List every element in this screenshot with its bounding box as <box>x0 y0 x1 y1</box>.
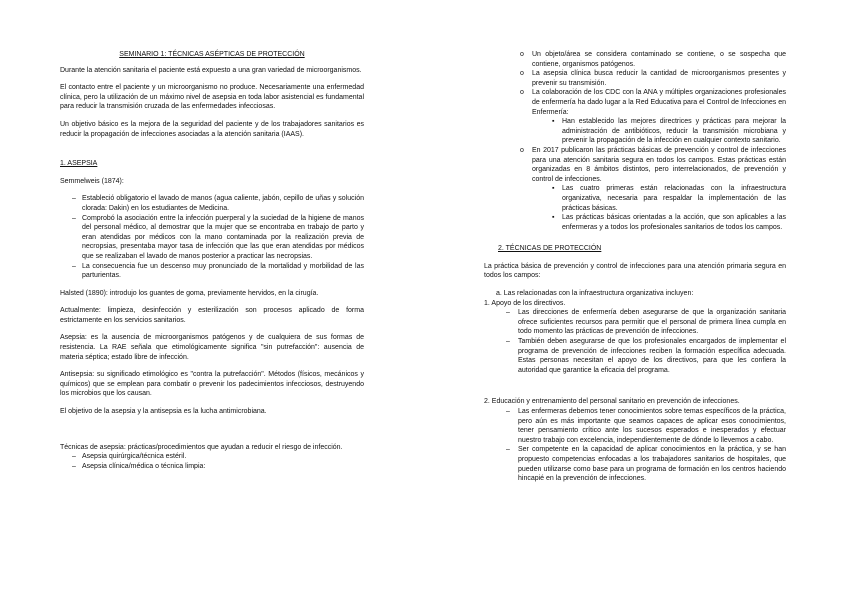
intro-paragraph-1: Durante la atención sanitaria el paciente está expuesto a una gran variedad de microorganismos. <box>60 66 362 74</box>
section2-intro: La práctica básica de prevención y control de infecciones para una atención primaria segura en todos los campos: <box>484 262 786 280</box>
list-item: o Un objeto/área se considera contaminado se contiene, o se sospecha que contiene, organismos patógenos. <box>520 51 786 68</box>
list-item: – La consecuencia fue un descenso muy pronunciado de la mortalidad y morbilidad de las parturientas. <box>72 262 364 280</box>
tecnicas-paragraph: Técnicas de asepsia: prácticas/procedimientos que ayudan a reducir el riesgo de infección. <box>60 443 343 451</box>
halsted-paragraph: Halsted (1890): introdujo los guantes de goma, previamente hervidos, en la cirugía. <box>60 289 319 297</box>
left-column <box>60 50 364 471</box>
tecnicas-list <box>60 452 364 471</box>
semmelweis-list <box>60 194 364 280</box>
educacion-heading: 2. Educación y entrenamiento del personal sanitario en prevención de infecciones. <box>484 398 740 406</box>
list-item: – Comprobó la asociación entre la infección puerperal y la suciedad de la higiene de manos del personal médico, al demostrar que la mujer que se encontraba en trabajo de parto y eran atendidas por médicos con la mano contaminada por la realización previa de necropsias, presentaba mayor tasa de infección que las que eran atendidas por médicos que se realizaban el lavado de manos posterior a practicar las necropsias. <box>72 214 364 260</box>
semmelweis-heading: Semmelweis (1874): <box>60 177 124 185</box>
list-item: – Ser competente en la capacidad de aplicar conocimientos en la práctica, y se han propuesto competencias enfocadas a los trabajadores sanitarios de hospitales, que pueden utilizarse como base para un programa de formación en los centros haciendo hincapié en la prevención de infecciones. <box>506 446 786 483</box>
list-item: o La colaboración de los CDC con la ANA y múltiples organizaciones profesionales de enfermería ha dado lugar a la Red Educativa para el Control de Infecciones en Enfermería: <box>520 89 786 116</box>
list-item: o En 2017 publicaron las prácticas básicas de prevención y control de infecciones para una atención sanitaria segura en todos los campos. Estas prácticas están organizadas en 8 ámbitos distintos, pero interrelacionados, de prevención y control de infecciones. <box>520 146 786 183</box>
intro-paragraph-2: El contacto entre el paciente y un microorganismo no produce. Necesariamente una enfermedad clínica, pero la utilización de un máximo nivel de asepsia en toda labor asistencial es fundamental para reducir la transmisión cruzada de las enfermedades infecciosas. <box>60 84 364 111</box>
list-item: – Las enfermeras debemos tener conocimientos sobre temas específicos de la práctica, pero aún es más importante que seamos capaces de aplicar esos conocimientos, tener pensamiento crítico ante los sucesos esperados e inesperados y efectuar nuestro trabajo con excelencia, independientemente de dónde lo llevemos a cabo. <box>506 408 786 444</box>
right-column <box>484 50 786 484</box>
objetivo-paragraph: El objetivo de la asepsia y la antisepsia es la lucha antimicrobiana. <box>60 408 267 416</box>
list-item: – Las direcciones de enfermería deben asegurarse de que la organización sanitaria ofrece suficientes recursos para permitir que el personal de primera línea cumpla en todo momento las prácticas de prevención de infecciones. <box>506 309 786 336</box>
list-item: – Asepsia clínica/médica o técnica limpia: <box>72 462 206 470</box>
list-item: – Estableció obligatorio el lavado de manos (agua caliente, jabón, cepillo de uñas y solución clorada: Dakin) en los estudiantes de Medicina. <box>72 195 364 212</box>
asepsia-definition: Asepsia: es la ausencia de microorganismos patógenos y de cualquiera de sus formas de resistencia. La RAE señala que etimológicamente significa "sin putrefacción": ausencia de materia séptica; estado libre de infección. <box>60 334 364 361</box>
list-item: – Asepsia quirúrgica/técnica estéril. <box>72 453 187 461</box>
apoyo-heading: 1. Apoyo de los directivos. <box>484 299 566 307</box>
list-item: ▪ Las prácticas básicas orientadas a la acción, que son aplicables a las enfermeras y a todos los profesionales sanitarios de todos los campos. <box>552 214 786 231</box>
antisepsia-definition: Antisepsia: su significado etimológico es "contra la putrefacción". Métodos (físicos, mecánicos y químicos) que se emplean para combatir o prevenir los padecimientos infecciosos, destruyendo los microbios que los causan. <box>60 371 364 398</box>
list-item: o La asepsia clínica busca reducir la cantidad de microorganismos presentes y prevenir su transmisión. <box>520 70 786 87</box>
section-heading-tecnicas-proteccion: 2. TÉCNICAS DE PROTECCIÓN <box>498 245 602 253</box>
actualmente-paragraph: Actualmente: limpieza, desinfección y esterilización son procesos aplicado de forma estrictamente en los servicios sanitarios. <box>60 307 364 324</box>
intro-paragraph-3: Un objetivo básico es la mejora de la seguridad del paciente y de los trabajadores sanitarios es reducir la propagación de infecciones asociadas a la atención sanitaria (IAAS). <box>60 120 364 138</box>
educacion-list <box>484 407 786 484</box>
apoyo-list <box>484 308 786 375</box>
infraestructura-heading: a. Las relacionadas con la infraestructura organizativa incluyen: <box>496 290 694 298</box>
list-item: – También deben asegurarse de que los profesionales encargados de implementar el programa de prevención de infecciones reciben la formación específica adecuada. Estas personas necesitan el apoyo de los directivos, para que les confiera la autoridad que garantice la eficacia del programa. <box>506 338 786 374</box>
list-item: ▪ Han establecido las mejores directrices y prácticas para mejorar la administración de antibióticos, reducir la transmisión microbiana y prevenir la propagación de la infección en cualquier contexto sanitario. <box>552 118 786 145</box>
section-heading-asepsia: 1. ASEPSIA <box>60 160 98 168</box>
document-title: SEMINARIO 1: TÉCNICAS ASÉPTICAS DE PROTECCIÓN <box>119 51 305 58</box>
list-item: ▪ Las cuatro primeras están relacionadas con la infraestructura organizativa, necesaria para respaldar la implementación de las prácticas básicas. <box>552 185 786 212</box>
asepsia-clinica-list <box>484 50 786 232</box>
